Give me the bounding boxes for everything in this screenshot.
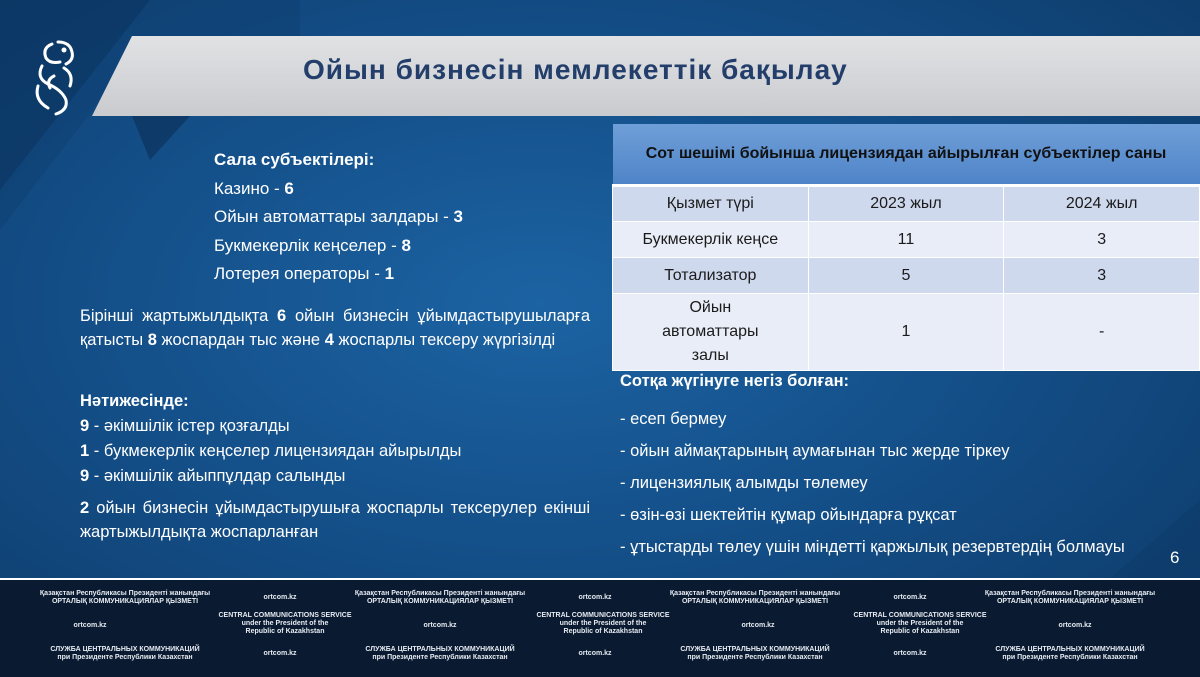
snow-leopard-logo-icon	[28, 36, 84, 120]
table-header-row	[613, 186, 1200, 222]
ground-item: - ұтыстарды төлеу үшін міндетті қаржылық резервтердің болмауы	[620, 538, 1125, 556]
table-cell: 11	[808, 222, 1004, 258]
footer-site: ortcom.kz	[263, 650, 297, 657]
table-cell: Букмекерлік кеңсе	[613, 222, 809, 258]
footer-kz-text: Қазақстан Республикасы Президенті жанындағы ОРТАЛЫҚ КОММУНИКАЦИЯЛАР ҚЫЗМЕТІ	[354, 590, 526, 605]
footer-kz-text: Қазақстан Республикасы Президенті жанындағы ОРТАЛЫҚ КОММУНИКАЦИЯЛАР ҚЫЗМЕТІ	[669, 590, 841, 605]
table-cell: 3	[1004, 258, 1200, 294]
table-cell: 5	[808, 258, 1004, 294]
ground-item: - лицензиялық алымды төлемеу	[620, 474, 868, 492]
footer-site: ortcom.kz	[1058, 622, 1092, 629]
footer-band	[0, 578, 1200, 677]
footer-ru-text: СЛУЖБА ЦЕНТРАЛЬНЫХ КОММУНИКАЦИЙ при Президенте Республики Казахстан	[995, 646, 1145, 661]
result-item: 9 - әкімшілік істер қозғалды	[80, 417, 290, 435]
table-header-cell: Қызмет түрі	[613, 186, 809, 222]
footer-site: ortcom.kz	[423, 622, 457, 629]
entity-item: Казино - 6	[214, 178, 294, 198]
footer-en-text: CENTRAL COMMUNICATIONS SERVICE under the President of the Republic of Kazakhstan	[218, 612, 352, 635]
footer-site: ortcom.kz	[73, 622, 107, 629]
footer-kz-text: Қазақстан Республикасы Президенті жанындағы ОРТАЛЫҚ КОММУНИКАЦИЯЛАР ҚЫЗМЕТІ	[984, 590, 1156, 605]
table-cell: Тотализатор	[613, 258, 809, 294]
table-row	[613, 258, 1200, 294]
footer-en-text: CENTRAL COMMUNICATIONS SERVICE under the President of the Republic of Kazakhstan	[536, 612, 670, 635]
footer-site: ortcom.kz	[263, 594, 297, 601]
footer-en-text: CENTRAL COMMUNICATIONS SERVICE under the President of the Republic of Kazakhstan	[853, 612, 987, 635]
results-list	[80, 389, 600, 489]
footer-kz-text: Қазақстан Республикасы Президенті жанындағы ОРТАЛЫҚ КОММУНИКАЦИЯЛАР ҚЫЗМЕТІ	[39, 590, 211, 605]
planned-inspections-paragraph: 2 ойын бизнесін ұйымдастырушыға жоспарлы тексерулер екінші жартыжылдықта жоспарланған	[80, 499, 590, 541]
entity-item: Ойын автоматтары залдары - 3	[214, 207, 464, 226]
table-header-cell: 2023 жыл	[808, 186, 1004, 222]
slide-title: Ойын бизнесін мемлекеттік бақылау	[303, 54, 848, 85]
entity-item: Букмекерлік кеңселер - 8	[214, 235, 411, 255]
result-item: 1 - букмекерлік кеңселер лицензиядан айырылды	[80, 442, 462, 460]
ground-item: - өзін-өзі шектейтін құмар ойындарға рұқсат	[620, 506, 957, 524]
footer-site: ortcom.kz	[741, 622, 775, 629]
results-heading: Нәтижесінде:	[80, 392, 189, 410]
table-cell: 3	[1004, 222, 1200, 258]
footer-site: ortcom.kz	[893, 594, 927, 601]
footer-ru-text: СЛУЖБА ЦЕНТРАЛЬНЫХ КОММУНИКАЦИЙ при Президенте Республики Казахстан	[365, 646, 515, 661]
table-caption: Сот шешімі бойынша лицензиядан айырылған субъектілер саны	[613, 124, 1200, 186]
table-cell: Ойын автоматтары залы	[613, 294, 809, 371]
footer-ru-text: СЛУЖБА ЦЕНТРАЛЬНЫХ КОММУНИКАЦИЙ при Президенте Республики Казахстан	[50, 646, 200, 661]
inspections-paragraph: Бірінші жартыжылдықта 6 ойын бизнесін ұйымдастырушыларға қатысты 8 жоспардан тыс және 4 жоспарлы тексеру жүргізілді	[80, 307, 590, 349]
ground-item: - ойын аймақтарының аумағынан тыс жерде тіркеу	[620, 442, 1010, 460]
grounds-heading: Сотқа жүгінуге негіз болған:	[620, 372, 850, 390]
result-item: 9 - әкімшілік айыппұлдар салынды	[80, 467, 346, 485]
table-header-cell: 2024 жыл	[1004, 186, 1200, 222]
footer-ru-text: СЛУЖБА ЦЕНТРАЛЬНЫХ КОММУНИКАЦИЙ при Президенте Республики Казахстан	[680, 646, 830, 661]
table-row	[613, 222, 1200, 258]
footer-site: ortcom.kz	[893, 650, 927, 657]
footer-site: ortcom.kz	[578, 594, 612, 601]
revocations-table	[612, 124, 1200, 371]
table-row	[613, 294, 1200, 371]
page-number: 6	[1170, 548, 1180, 567]
entity-item: Лотерея операторы - 1	[214, 264, 395, 283]
ground-item: - есеп бермеу	[620, 410, 727, 428]
grounds-list	[620, 372, 1160, 558]
table-cell: -	[1004, 294, 1200, 371]
entities-list	[214, 146, 463, 289]
entities-heading: Сала субъектілері:	[214, 150, 375, 169]
table-cell: 1	[808, 294, 1004, 371]
footer-site: ortcom.kz	[578, 650, 612, 657]
